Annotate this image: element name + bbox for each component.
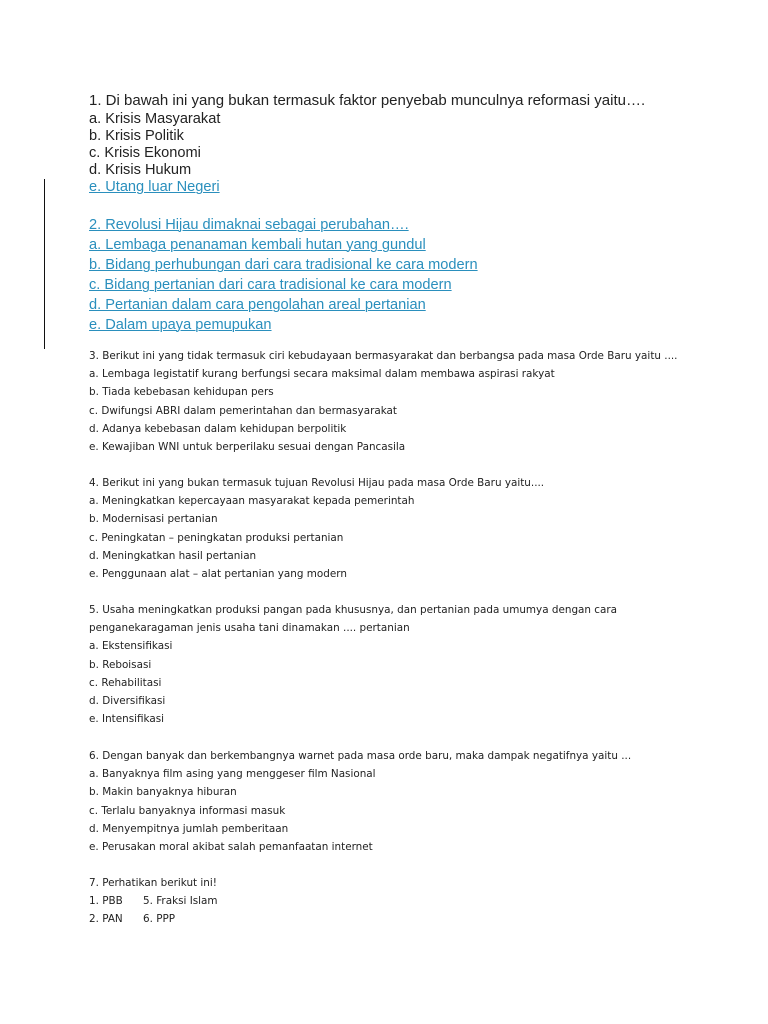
question-1 bbox=[89, 92, 729, 196]
question-5-option-b: b. Reboisasi bbox=[89, 658, 152, 671]
question-1-option-d: d. Krisis Hukum bbox=[89, 162, 192, 178]
question-6-option-b: b. Makin banyaknya hiburan bbox=[89, 786, 237, 799]
question-4 bbox=[89, 474, 729, 583]
question-6-option-c: c. Terlalu banyaknya informasi masuk bbox=[89, 804, 286, 817]
question-2-option-d: d. Pertanian dalam cara pengolahan areal pertanian bbox=[89, 297, 426, 313]
question-3-stem: 3. Berikut ini yang tidak termasuk ciri kebudayaan bermasyarakat dan berbangsa pada masa Orde Baru yaitu .... bbox=[89, 350, 678, 362]
question-2 bbox=[89, 216, 729, 336]
question-1-option-a: a. Krisis Masyarakat bbox=[89, 111, 221, 127]
question-7-row bbox=[89, 892, 729, 910]
question-2-option-b: b. Bidang perhubungan dari cara tradisional ke cara modern bbox=[89, 257, 478, 273]
question-7-item-left: 1. PBB bbox=[89, 895, 123, 908]
question-5-option-a: a. Ekstensifikasi bbox=[89, 640, 173, 653]
question-2-option-e: e. Dalam upaya pemupukan bbox=[89, 317, 272, 333]
question-2-option-c: c. Bidang pertanian dari cara tradisional ke cara modern bbox=[89, 277, 452, 293]
question-4-stem: 4. Berikut ini yang bukan termasuk tujuan Revolusi Hijau pada masa Orde Baru yaitu.... bbox=[89, 477, 545, 489]
question-3-option-c: c. Dwifungsi ABRI dalam pemerintahan dan bermasyarakat bbox=[89, 404, 397, 417]
question-5-option-d: d. Diversifikasi bbox=[89, 694, 166, 707]
question-3-option-e: e. Kewajiban WNI untuk berperilaku sesuai dengan Pancasila bbox=[89, 440, 406, 453]
question-4-option-e: e. Penggunaan alat – alat pertanian yang modern bbox=[89, 567, 347, 580]
question-4-option-d: d. Meningkatkan hasil pertanian bbox=[89, 549, 257, 562]
question-7-stem: 7. Perhatikan berikut ini! bbox=[89, 877, 217, 889]
question-1-option-b: b. Krisis Politik bbox=[89, 128, 184, 144]
question-5-stem-line-1: 5. Usaha meningkatkan produksi pangan pada khususnya, dan pertanian pada umumya dengan cara bbox=[89, 604, 618, 616]
question-5-stem-line-2: penganekaragaman jenis usaha tani dinamakan .... pertanian bbox=[89, 622, 410, 635]
question-7-item-right: 5. Fraksi Islam bbox=[143, 895, 218, 908]
question-3 bbox=[89, 347, 729, 456]
question-6-stem: 6. Dengan banyak dan berkembangnya warnet pada masa orde baru, maka dampak negatifnya yaitu ... bbox=[89, 750, 632, 762]
question-4-option-b: b. Modernisasi pertanian bbox=[89, 513, 218, 526]
question-3-option-a: a. Lembaga legistatif kurang berfungsi secara maksimal dalam membawa aspirasi rakyat bbox=[89, 368, 555, 381]
question-2-option-a: a. Lembaga penanaman kembali hutan yang gundul bbox=[89, 237, 426, 253]
question-7 bbox=[89, 874, 729, 929]
question-4-option-a: a. Meningkatkan kepercayaan masyarakat kepada pemerintah bbox=[89, 495, 415, 508]
question-3-option-b: b. Tiada kebebasan kehidupan pers bbox=[89, 386, 274, 399]
question-6-option-e: e. Perusakan moral akibat salah pemanfaatan internet bbox=[89, 840, 373, 853]
question-1-stem: 1. Di bawah ini yang bukan termasuk faktor penyebab munculnya reformasi yaitu…. bbox=[89, 92, 646, 109]
question-6 bbox=[89, 747, 729, 856]
question-1-option-e: e. Utang luar Negeri bbox=[89, 179, 220, 195]
question-5-option-c: c. Rehabilitasi bbox=[89, 676, 162, 689]
question-5-option-e: e. Intensifikasi bbox=[89, 713, 165, 726]
revision-change-bar bbox=[44, 179, 45, 349]
question-3-option-d: d. Adanya kebebasan dalam kehidupan berpolitik bbox=[89, 422, 347, 435]
question-7-item-left: 2. PAN bbox=[89, 913, 123, 926]
question-2-stem: 2. Revolusi Hijau dimaknai sebagai perubahan…. bbox=[89, 217, 409, 233]
question-6-option-d: d. Menyempitnya jumlah pemberitaan bbox=[89, 822, 289, 835]
question-5 bbox=[89, 601, 729, 728]
question-4-option-c: c. Peningkatan – peningkatan produksi pertanian bbox=[89, 531, 344, 544]
question-1-option-c: c. Krisis Ekonomi bbox=[89, 145, 201, 161]
question-7-item-right: 6. PPP bbox=[143, 913, 176, 926]
question-7-row bbox=[89, 910, 729, 928]
question-6-option-a: a. Banyaknya film asing yang menggeser film Nasional bbox=[89, 768, 376, 781]
